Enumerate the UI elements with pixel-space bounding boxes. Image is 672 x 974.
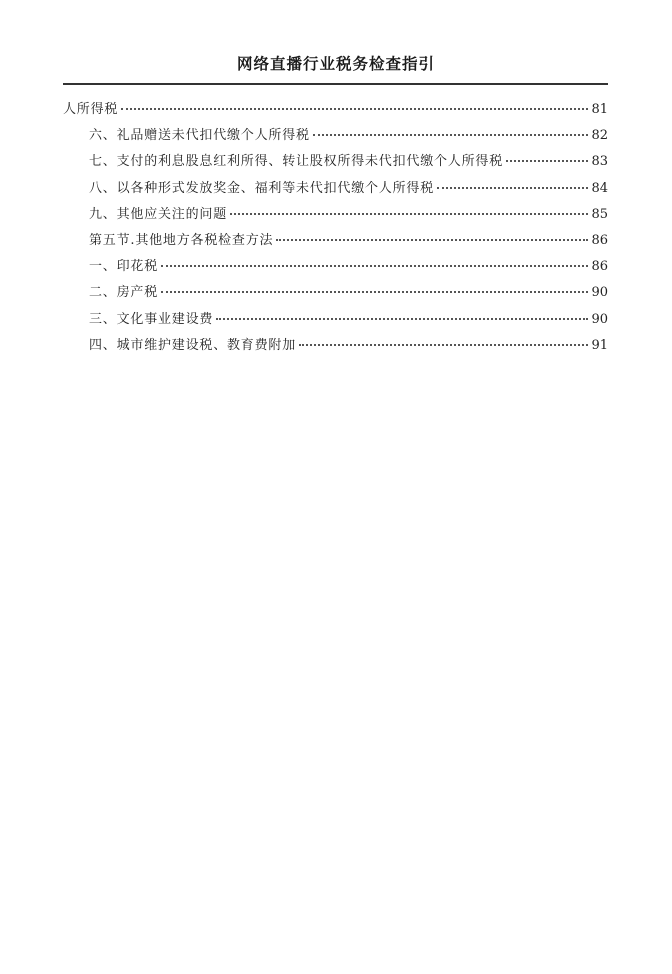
toc-entry-label: 人所得税 <box>63 102 119 117</box>
toc-entry[interactable] <box>63 254 608 280</box>
toc-entry-label: 八、以各种形式发放奖金、福利等未代扣代缴个人所得税 <box>89 180 435 196</box>
toc-page-number: 84 <box>591 180 608 196</box>
toc-page-number: 86 <box>591 259 608 275</box>
toc-entry[interactable] <box>63 97 608 123</box>
toc-page-number: 91 <box>591 337 608 353</box>
toc-entry-label: 九、其他应关注的问题 <box>89 206 228 222</box>
dot-leader <box>121 96 588 110</box>
toc-page-number: 81 <box>591 102 608 117</box>
toc-page-number: 85 <box>591 206 608 222</box>
dot-leader <box>313 122 589 136</box>
toc-page-number: 86 <box>591 232 608 248</box>
toc-entry[interactable] <box>63 228 608 254</box>
running-header-title: 网络直播行业税务检查指引 <box>236 55 435 73</box>
dot-leader <box>506 148 588 162</box>
toc-entry[interactable] <box>63 176 608 202</box>
toc-entry[interactable] <box>63 149 608 175</box>
toc-entry-label: 第五节.其他地方各税检查方法 <box>89 232 274 248</box>
toc-page-number: 90 <box>591 285 608 301</box>
toc-entry[interactable] <box>63 333 608 359</box>
toc-page-number: 82 <box>591 128 608 144</box>
toc-entry[interactable] <box>63 307 608 333</box>
dot-leader <box>276 227 588 241</box>
toc-entry-label: 四、城市维护建设税、教育费附加 <box>89 337 297 353</box>
toc-entry[interactable] <box>63 280 608 306</box>
dot-leader <box>299 332 588 346</box>
toc-entry[interactable] <box>63 202 608 228</box>
dot-leader <box>161 279 588 293</box>
toc-entry[interactable] <box>63 123 608 149</box>
toc-entry-label: 六、礼品赠送未代扣代缴个人所得税 <box>89 128 310 144</box>
dot-leader <box>230 201 588 215</box>
table-of-contents <box>63 97 608 359</box>
toc-page-number: 83 <box>591 154 608 170</box>
toc-entry-label: 三、文化事业建设费 <box>89 311 214 327</box>
dot-leader <box>161 253 588 267</box>
header-divider <box>63 83 608 85</box>
toc-entry-label: 一、印花税 <box>89 259 159 275</box>
toc-entry-label: 二、房产税 <box>89 285 159 301</box>
toc-entry-label: 七、支付的利息股息红利所得、转让股权所得未代扣代缴个人所得税 <box>89 154 504 170</box>
dot-leader <box>216 306 588 320</box>
toc-page-number: 90 <box>591 311 608 327</box>
dot-leader <box>437 175 588 189</box>
